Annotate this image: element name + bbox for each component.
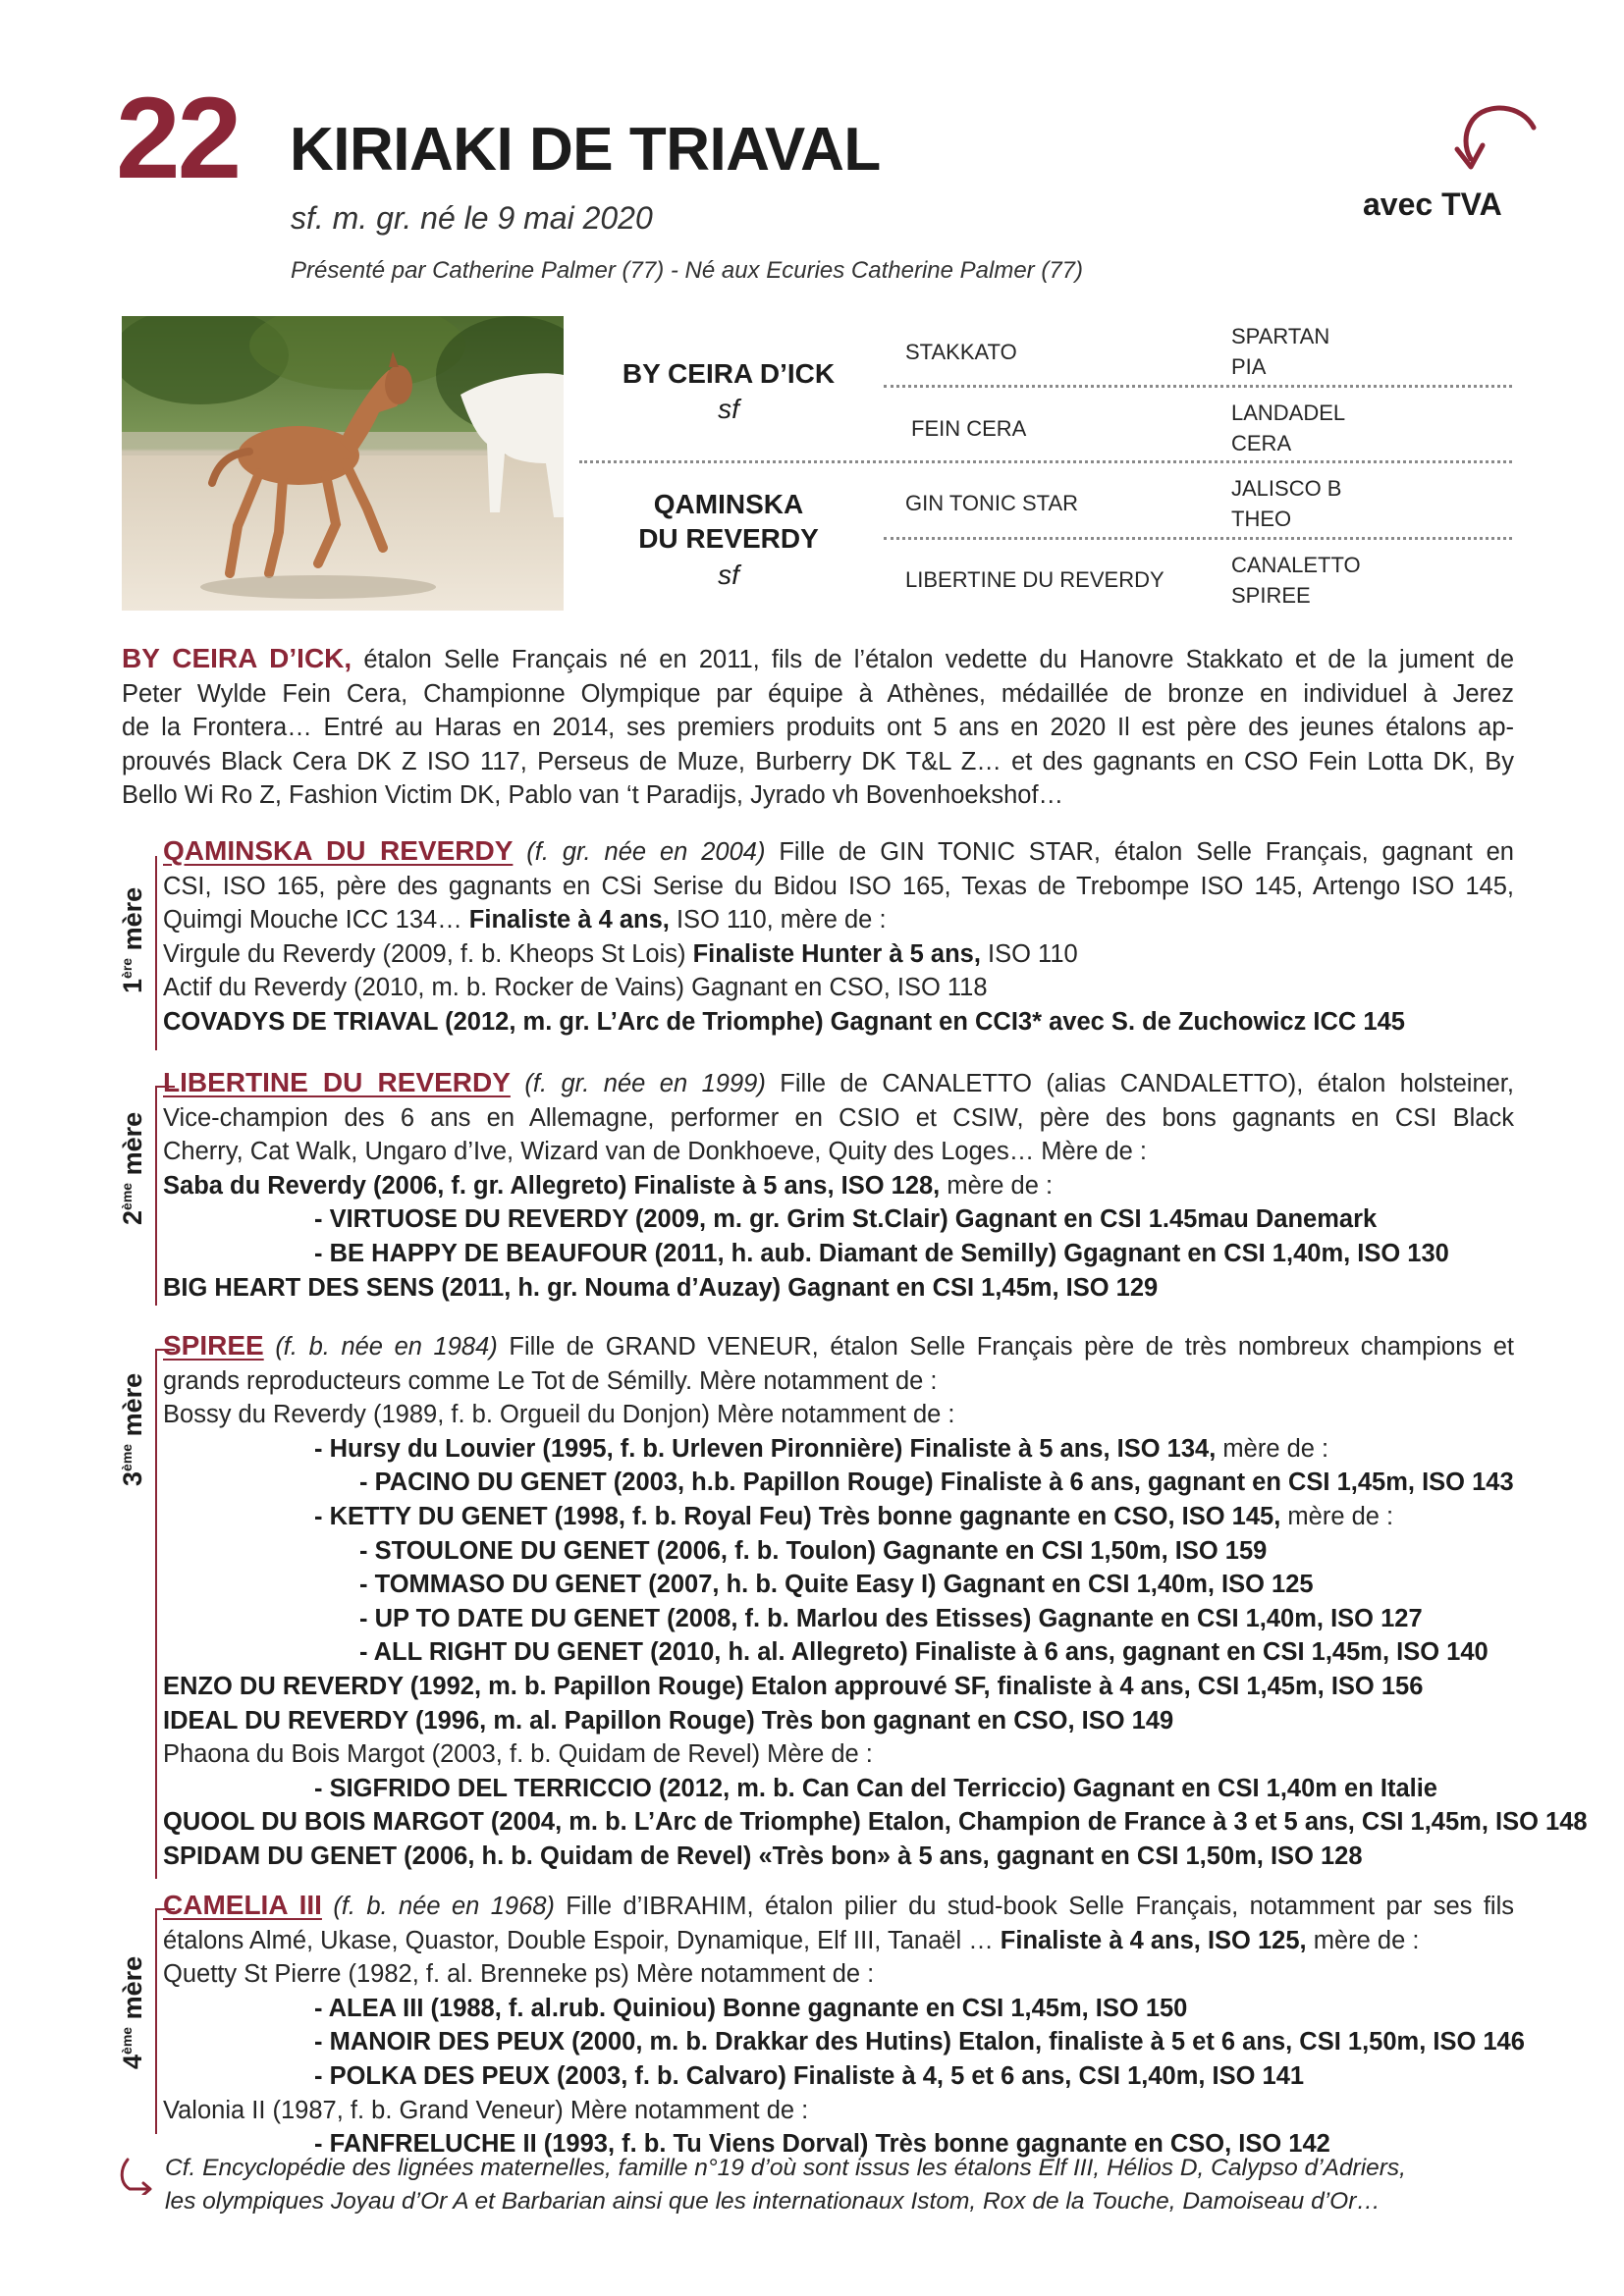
footnote-line: Cf. Encyclopédie des lignées maternelles, famille n°19 d’où sont issus les étalons Elf III, Hélios D, Calypso d’Adriers,	[165, 2155, 1406, 2181]
text-line: Valonia II (1987, f. b. Grand Veneur) Mère notamment de :	[163, 2096, 809, 2124]
text-line: grands reproducteurs comme Le Tot de Sémilly. Mère notamment de :	[163, 1366, 938, 1395]
sire-description	[122, 642, 1514, 813]
intro-line: de la Frontera… Entré au Haras en 2014, ses premiers produits ont 5 ans en 2020 Il est père des jeunes étalons ap-	[122, 714, 1514, 742]
dam-breed: sf	[718, 560, 739, 590]
mother-2-name: LIBERTINE DU REVERDY	[163, 1067, 511, 1097]
generation-bar	[155, 856, 157, 1050]
sire-name: BY CEIRA D’ICK	[622, 358, 836, 389]
curved-arrow-icon	[1435, 98, 1543, 188]
text-line: étalons Almé, Ukase, Quastor, Double Espoir, Dynamique, Elf III, Tanaël … Finaliste à 4 ans, ISO 125, mère de :	[163, 1926, 1420, 1954]
intro-line: BY CEIRA D’ICK, étalon Selle Français né en 2011, fils de l’étalon vedette du Hanovre Stakkato et de la jument de	[122, 643, 1515, 673]
sire-sire: STAKKATO	[905, 340, 1017, 364]
hook-arrow-icon	[116, 2156, 159, 2195]
text-line: QUOOL DU BOIS MARGOT (2004, m. b. L’Arc de Triomphe) Etalon, Champion de France à 3 et 5 ans, CSI 1,45m, ISO 148	[163, 1808, 1588, 1837]
gg-2: PIA	[1231, 354, 1267, 379]
text-line: Vice-champion des 6 ans en Allemagne, performer en CSIO et CSIW, père des bons gagnants en CSI Black	[163, 1103, 1514, 1132]
gg-1: SPARTAN	[1231, 324, 1330, 348]
text-line: QAMINSKA DU REVERDY (f. gr. née en 2004) Fille de GIN TONIC STAR, étalon Selle Français, gagnant en	[163, 835, 1514, 866]
intro-line: Peter Wylde Fein Cera, Championne Olympique par équipe à Athènes, médaillée de bronze en individuel à Jerez	[122, 679, 1514, 708]
dam-sire: GIN TONIC STAR	[905, 491, 1079, 515]
text-line: Quetty St Pierre (1982, f. al. Brenneke ps) Mère notamment de :	[163, 1960, 875, 1989]
dam-dam: LIBERTINE DU REVERDY	[905, 567, 1164, 592]
dam-name-line1: QAMINSKA	[653, 489, 804, 519]
text-line: Quimgi Mouche ICC 134… Finaliste à 4 ans, ISO 110, mère de :	[163, 906, 887, 934]
text-line: SPIDAM DU GENET (2006, h. b. Quidam de Revel) «Très bon» à 5 ans, gagnant en CSI 1,50m, ISO 128	[163, 1842, 1363, 1870]
footnote-line: les olympiques Joyau d’Or A et Barbarian ainsi que les internationaux Istom, Rox de la Touche, Damoiseau d’Or…	[165, 2188, 1380, 2215]
text-line: - Hursy du Louvier (1995, f. b. Urleven Pironnière) Finaliste à 5 ans, ISO 134, mère de :	[314, 1434, 1329, 1463]
text-line: BIG HEART DES SENS (2011, h. gr. Nouma d’Auzay) Gagnant en CSI 1,45m, ISO 129	[163, 1273, 1159, 1302]
sire-dam: FEIN CERA	[911, 416, 1027, 441]
generation-label-1: 1ère mère	[118, 886, 147, 993]
pedigree-sire	[607, 357, 850, 425]
text-line: - VIRTUOSE DU REVERDY (2009, m. gr. Grim St.Clair) Gagnant en CSI 1.45mau Danemark	[314, 1205, 1378, 1234]
text-line: Virgule du Reverdy (2009, f. b. Kheops St Lois) Finaliste Hunter à 5 ans, ISO 110	[163, 939, 1078, 968]
text-line: Cherry, Cat Walk, Ungaro d’Ive, Wizard van de Donkhoeve, Quity des Loges… Mère de :	[163, 1138, 1148, 1166]
text-line: - KETTY DU GENET (1998, f. b. Royal Feu) Très bonne gagnante en CSO, ISO 145, mère de :	[314, 1502, 1394, 1530]
pedigree-dam	[607, 487, 850, 592]
gg-4: CERA	[1231, 431, 1292, 455]
gg-6: THEO	[1231, 507, 1292, 531]
generation-label-4: 4ème mère	[118, 1955, 147, 2069]
text-line: CSI, ISO 165, père des gagnants en CSi Serise du Bidou ISO 165, Texas de Trebompe ISO 145, Artengo ISO 145,	[163, 872, 1514, 900]
sire-breed: sf	[718, 393, 739, 424]
mother-3-name: SPIREE	[163, 1330, 264, 1361]
text-line: - POLKA DES PEUX (2003, f. b. Calvaro) Finaliste à 4, 5 et 6 ans, CSI 1,40m, ISO 141	[314, 2061, 1305, 2090]
mother-3-section	[163, 1329, 1588, 1874]
text-line: - UP TO DATE DU GENET (2008, f. b. Marlou des Etisses) Gagnante en CSI 1,40m, ISO 127	[359, 1604, 1423, 1632]
generation-bar	[155, 1086, 157, 1306]
horse-name: KIRIAKI DE TRIAVAL	[290, 116, 881, 184]
horse-description: sf. m. gr. né le 9 mai 2020	[291, 200, 653, 236]
mother-1-name: QAMINSKA DU REVERDY	[163, 835, 514, 866]
intro-line: prouvés Black Cera DK Z ISO 117, Perseus de Muze, Burberry DK T&L Z… et des gagnants en CSO Fein Lotta DK, By	[122, 747, 1514, 775]
gg-3: LANDADEL	[1231, 400, 1346, 425]
dam-name-line2: DU REVERDY	[638, 523, 819, 554]
text-line: Phaona du Bois Margot (2003, f. b. Quidam de Revel) Mère de :	[163, 1740, 873, 1769]
gg-7: CANALETTO	[1231, 553, 1361, 577]
foal-photo	[122, 316, 564, 611]
lot-number: 22	[116, 74, 240, 203]
pedigree-divider	[884, 537, 1512, 540]
pedigree-divider	[884, 385, 1512, 388]
sire-lead-name: BY CEIRA D’ICK,	[122, 643, 352, 673]
mother-4-name: CAMELIA III	[163, 1890, 322, 1920]
text-line: - ALEA III (1988, f. al.rub. Quiniou) Bonne gagnante en CSI 1,45m, ISO 150	[314, 1994, 1188, 2022]
intro-line: Bello Wi Ro Z, Fashion Victim DK, Pablo van ‘t Paradijs, Jyrado vh Bovenhoekshof…	[122, 781, 1064, 810]
text-line: - ALL RIGHT DU GENET (2010, h. al. Allegreto) Finaliste à 6 ans, gagnant en CSI 1,45m, ISO 140	[359, 1638, 1489, 1667]
pedigree-divider	[579, 460, 1512, 463]
text-line: COVADYS DE TRIAVAL (2012, m. gr. L’Arc de Triomphe) Gagnant en CCI3* avec S. de Zuchowicz ICC 145	[163, 1007, 1405, 1036]
mother-4-section	[163, 1889, 1525, 2162]
generation-bar	[155, 1349, 157, 1879]
presented-by: Présenté par Catherine Palmer (77) - Né aux Ecuries Catherine Palmer (77)	[291, 257, 1084, 284]
text-line: - TOMMASO DU GENET (2007, h. b. Quite Easy I) Gagnant en CSI 1,40m, ISO 125	[359, 1571, 1314, 1599]
text-line: - BE HAPPY DE BEAUFOUR (2011, h. aub. Diamant de Semilly) Ggagnant en CSI 1,40m, ISO 130	[314, 1239, 1449, 1267]
text-line: Actif du Reverdy (2010, m. b. Rocker de Vains) Gagnant en CSO, ISO 118	[163, 974, 988, 1002]
mother-2-section	[163, 1066, 1514, 1305]
text-line: IDEAL DU REVERDY (1996, m. al. Papillon Rouge) Très bon gagnant en CSO, ISO 149	[163, 1706, 1174, 1735]
text-line: - PACINO DU GENET (2003, h.b. Papillon Rouge) Finaliste à 6 ans, gagnant en CSI 1,45m, ISO 143	[359, 1468, 1514, 1497]
tva-label: avec TVA	[1363, 187, 1502, 222]
text-line: LIBERTINE DU REVERDY (f. gr. née en 1999) Fille de CANALETTO (alias CANDALETTO), étalon holsteiner,	[163, 1067, 1514, 1097]
text-line: - SIGFRIDO DEL TERRICCIO (2012, m. b. Can Can del Terriccio) Gagnant en CSI 1,40m en Italie	[314, 1774, 1437, 1802]
gg-8: SPIREE	[1231, 583, 1311, 608]
text-line: Bossy du Reverdy (1989, f. b. Orgueil du Donjon) Mère notamment de :	[163, 1401, 955, 1429]
generation-label-2: 2ème mère	[118, 1111, 147, 1225]
generation-bar	[155, 1908, 157, 2134]
text-line: - MANOIR DES PEUX (2000, m. b. Drakkar des Hutins) Etalon, finaliste à 5 et 6 ans, CSI 1,50m, ISO 146	[314, 2028, 1525, 2056]
gg-5: JALISCO B	[1231, 476, 1342, 501]
text-line: SPIREE (f. b. née en 1984) Fille de GRAND VENEUR, étalon Selle Français père de très nombreux champions et	[163, 1330, 1514, 1361]
mother-1-section	[163, 834, 1514, 1040]
footnote	[165, 2152, 1520, 2218]
text-line: - FANFRELUCHE II (1993, f. b. Tu Viens Dorval) Très bonne gagnante en CSO, ISO 142	[314, 2130, 1330, 2159]
generation-label-3: 3ème mère	[118, 1372, 147, 1486]
text-line: Saba du Reverdy (2006, f. gr. Allegreto) Finaliste à 5 ans, ISO 128, mère de :	[163, 1171, 1054, 1200]
text-line: ENZO DU REVERDY (1992, m. b. Papillon Rouge) Etalon approuvé SF, finaliste à 4 ans, CSI 1,45m, ISO 156	[163, 1672, 1424, 1700]
text-line: CAMELIA III (f. b. née en 1968) Fille d’IBRAHIM, étalon pilier du stud-book Selle Français, notamment par ses fils	[163, 1890, 1514, 1920]
text-line: - STOULONE DU GENET (2006, f. b. Toulon) Gagnante en CSI 1,50m, ISO 159	[359, 1536, 1268, 1565]
